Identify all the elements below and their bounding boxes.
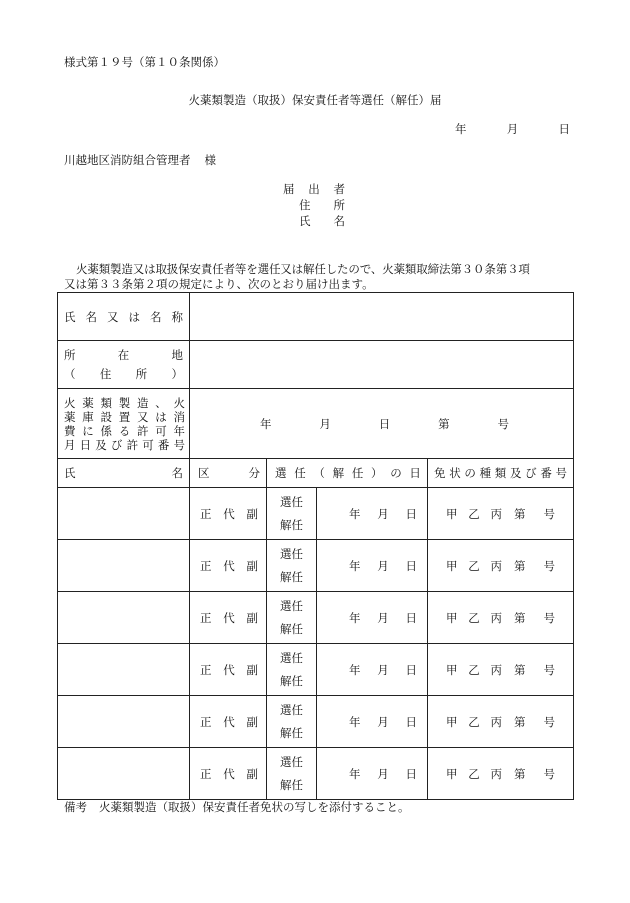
date-day-label: 日 [405,662,417,677]
classification-cell[interactable] [190,748,267,800]
classification-cell[interactable] [190,592,267,644]
license-cell[interactable] [428,696,574,748]
char: 号 [555,466,567,480]
classification-regular[interactable]: 正 [200,662,212,677]
date-day-label: 日 [405,714,417,729]
header-name [58,459,190,488]
person-name-cell[interactable] [58,748,190,800]
char: 置 [118,409,131,424]
char: 住 [99,366,112,381]
permit-label [58,396,189,452]
person-row [58,592,574,644]
char: 類 [494,466,507,480]
license-suffix-label: 号 [543,714,555,729]
classification-cell[interactable] [190,696,267,748]
intro-line-2: 又は第３３条第２項の規定により、次のとおり届け出ます。 [64,277,374,291]
char: 出 [308,182,320,196]
license-kind-a[interactable]: 甲 [446,714,458,729]
appoint-option[interactable]: 選任 [280,754,303,769]
license-cell[interactable] [428,488,574,540]
addressee-honorific: 様 [204,153,216,167]
applicant-address-label [299,197,345,213]
person-row [58,488,574,540]
license-kinds [446,610,502,626]
form-number: 様式第１９号（第１０条関係） [64,55,225,69]
license-suffix-label: 号 [543,766,555,781]
char: は [155,409,167,424]
char: 許 [137,423,149,438]
char: 及 [509,466,522,480]
person-row [58,696,574,748]
appoint-option[interactable]: 選任 [280,650,303,665]
char: 所 [333,198,345,212]
license-suffix-label: 号 [543,610,555,625]
dismiss-option[interactable]: 解任 [280,673,303,688]
header-license [428,459,574,488]
char: 係 [100,423,112,438]
permit-label-cell [58,389,190,459]
classification-cell[interactable] [190,644,267,696]
license-kind-b[interactable]: 乙 [468,610,480,625]
char: 日 [79,437,92,452]
char: 可 [155,423,167,438]
license-suffix-label: 号 [543,558,555,573]
name-value-cell[interactable] [190,293,574,341]
permit-no-label: 第 [438,416,450,431]
char: 庫 [82,409,94,424]
date-year-label: 年 [349,610,361,625]
char: の [464,466,476,480]
char: 氏 [64,309,76,324]
classification-regular[interactable]: 正 [200,714,212,729]
appointment-date-cell[interactable] [317,488,428,540]
char: の [390,466,402,480]
permit-label-line [64,424,185,438]
char: 許 [126,437,139,452]
location-label-cell [58,341,190,389]
intro-line-1: 火薬類製造又は取扱保安責任者等を選任又は解任したので、火薬類取締法第３０条第３項 [76,262,530,276]
appointment-date-cell[interactable] [317,592,428,644]
appoint-option[interactable]: 選任 [280,546,303,561]
remarks [64,799,410,815]
date-month-label: 月 [377,506,389,521]
header-classification [190,459,267,488]
date-day-label: 日 [405,506,417,521]
person-name-cell[interactable] [58,696,190,748]
classification-acting[interactable]: 代 [223,610,235,625]
char: 薬 [82,395,94,410]
char: 番 [540,466,552,480]
date-month-label: 月 [377,714,389,729]
char: 又 [107,309,119,324]
person-row [58,748,574,800]
license-kinds [446,714,502,730]
classification-deputy[interactable]: 副 [246,766,258,781]
char: 火 [173,395,185,410]
classification-cell[interactable] [190,540,267,592]
license-kind-b[interactable]: 乙 [468,766,480,781]
license-no-label: 第 [514,506,526,521]
dismiss-option[interactable]: 解任 [280,621,303,636]
classification-deputy[interactable]: 副 [246,610,258,625]
classification-cell[interactable] [190,488,267,540]
classification-regular[interactable]: 正 [200,610,212,625]
char: 種 [479,466,492,480]
char: び [110,437,123,452]
submission-date [455,121,570,137]
permit-label-line [64,396,185,410]
classification-deputy[interactable]: 副 [246,506,258,521]
char: 任 [351,466,364,480]
license-no-label: 第 [514,558,526,573]
char: 者 [333,182,345,196]
date-day-label: 日 [405,766,417,781]
applicant-block [283,181,345,229]
char: 費 [64,423,76,438]
license-kind-c[interactable]: 丙 [490,766,502,781]
appoint-option[interactable]: 選任 [280,494,303,509]
date-day-label: 日 [405,558,417,573]
appointment-type-cell[interactable] [267,592,317,644]
license-kind-a[interactable]: 甲 [446,610,458,625]
classification-deputy[interactable]: 副 [246,662,258,677]
classification-regular[interactable]: 正 [200,558,212,573]
char: 名 [333,214,345,228]
date-month-label: 月 [377,766,389,781]
date-year-label: 年 [349,662,361,677]
char: 選 [275,466,287,480]
permit-year-label: 年 [260,416,272,431]
char: 番 [157,437,170,452]
classification-deputy[interactable]: 副 [246,558,258,573]
appointment-type-cell[interactable] [267,644,317,696]
license-kind-b[interactable]: 乙 [468,714,480,729]
char: 称 [171,309,183,324]
char: 火 [64,395,76,410]
char: 氏 [299,214,311,228]
license-kind-c[interactable]: 丙 [490,714,502,729]
permit-day-label: 日 [378,416,391,431]
remarks-label: 備考 [64,800,87,814]
header-appointment-date [267,459,428,488]
char: 在 [117,347,130,362]
char: 消 [173,409,185,424]
classification-acting[interactable]: 代 [223,662,235,677]
license-no-label: 第 [514,610,526,625]
license-kinds [446,662,502,678]
dismiss-option[interactable]: 解任 [280,725,303,740]
addressee-name: 川越地区消防組合管理者 [64,153,191,167]
char: 日 [409,466,421,480]
license-suffix-label: 号 [543,506,555,521]
classification-deputy[interactable]: 副 [246,714,258,729]
license-kinds [446,766,502,782]
char: 氏 [64,466,76,480]
license-cell[interactable] [428,644,574,696]
dismiss-option[interactable]: 解任 [280,517,303,532]
char: 名 [171,466,183,480]
location-label [58,346,189,365]
license-no-label: 第 [514,714,526,729]
applicant-name-label [299,213,345,229]
appointment-date-cell[interactable] [317,748,428,800]
remarks-text: 火薬類製造（取扱）保安責任者免状の写しを添付すること。 [99,800,410,814]
char: 及 [95,437,107,452]
person-name-cell[interactable] [58,488,190,540]
char: 薬 [64,409,76,424]
char: 号 [173,437,185,452]
license-no-label: 第 [514,662,526,677]
char: 届 [283,182,295,196]
permit-fields [190,416,573,432]
location-value-cell[interactable] [190,341,574,389]
classification-regular[interactable]: 正 [200,766,212,781]
dismiss-option[interactable]: 解任 [280,569,303,584]
person-row [58,644,574,696]
license-kind-b[interactable]: 乙 [468,506,480,521]
char: （ [313,466,325,480]
appointment-type-cell[interactable] [267,540,317,592]
license-kind-a[interactable]: 甲 [446,506,458,521]
notification-table [57,292,574,800]
column-header-row [58,459,574,488]
char: び [525,466,537,480]
char: 任 [294,466,306,480]
char: 造 [137,395,149,410]
char: ） [371,466,383,480]
appointment-type-cell[interactable] [267,748,317,800]
classification-acting[interactable]: 代 [223,766,235,781]
date-year-label: 年 [349,506,361,521]
appointment-date-cell[interactable] [317,644,428,696]
char: 、 [155,395,167,410]
permit-value-cell[interactable] [190,389,574,459]
date-month-label: 月 [377,662,389,677]
date-year-label: 年 [349,558,361,573]
appointment-type-cell[interactable] [267,488,317,540]
char: 分 [248,466,260,480]
appoint-option[interactable]: 選任 [280,598,303,613]
date-year-label: 年 [349,766,361,781]
classification-acting[interactable]: 代 [223,558,235,573]
char: 名 [150,309,162,324]
char: 可 [142,437,154,452]
classification-regular[interactable]: 正 [200,506,212,521]
license-kind-a[interactable]: 甲 [446,766,458,781]
license-kind-c[interactable]: 丙 [490,558,502,573]
document-title: 火薬類製造（取扱）保安責任者等選任（解任）届 [188,93,442,107]
person-name-cell[interactable] [58,540,190,592]
char: 免 [434,466,446,480]
char: （ [64,366,76,381]
char: 区 [198,466,210,480]
license-cell[interactable] [428,540,574,592]
char: る [118,423,131,438]
license-kind-a[interactable]: 甲 [446,558,458,573]
dismiss-option[interactable]: 解任 [280,777,303,792]
char: 住 [299,198,311,212]
person-name-cell[interactable] [58,592,190,644]
char: 製 [118,395,131,410]
date-year-label: 年 [455,122,467,136]
appointment-type-cell[interactable] [267,696,317,748]
char: 所 [64,347,76,362]
residence-label [58,365,189,384]
license-no-label: 第 [514,766,526,781]
date-month-label: 月 [377,558,389,573]
appointment-date-cell[interactable] [317,540,428,592]
char: 類 [100,395,112,410]
license-kind-a[interactable]: 甲 [446,662,458,677]
license-kind-c[interactable]: 丙 [490,506,502,521]
license-kinds [446,558,502,574]
char: 状 [449,466,461,480]
date-day-label: 日 [558,122,570,136]
license-cell[interactable] [428,592,574,644]
license-cell[interactable] [428,748,574,800]
appoint-option[interactable]: 選任 [280,702,303,717]
date-month-label: 月 [506,122,519,136]
date-month-label: 月 [377,610,389,625]
license-kind-c[interactable]: 丙 [490,662,502,677]
license-suffix-label: 号 [543,662,555,677]
person-name-cell[interactable] [58,644,190,696]
classification-acting[interactable]: 代 [223,506,235,521]
char: 又 [137,409,149,424]
char: 名 [85,309,97,324]
person-row [58,540,574,592]
permit-suffix-label: 号 [497,416,509,431]
date-day-label: 日 [405,610,417,625]
classification-acting[interactable]: 代 [223,714,235,729]
char: は [128,309,140,324]
license-kind-c[interactable]: 丙 [490,610,502,625]
intro-text [64,262,574,292]
permit-label-line [64,438,185,452]
char: ） [171,366,183,381]
char: 月 [64,437,76,452]
permit-label-line [64,410,185,424]
char: 年 [173,423,185,438]
char: 所 [135,366,148,381]
addressee [64,152,216,168]
char: 設 [100,409,112,424]
license-kind-b[interactable]: 乙 [468,558,480,573]
char: 解 [332,466,345,480]
license-kind-b[interactable]: 乙 [468,662,480,677]
applicant-label [283,181,345,197]
appointment-date-cell[interactable] [317,696,428,748]
name-label [58,309,189,325]
permit-month-label: 月 [319,416,331,431]
char: 地 [171,347,183,362]
license-kinds [446,506,502,522]
char: に [82,423,94,438]
date-year-label: 年 [349,714,361,729]
name-label-cell [58,293,190,341]
